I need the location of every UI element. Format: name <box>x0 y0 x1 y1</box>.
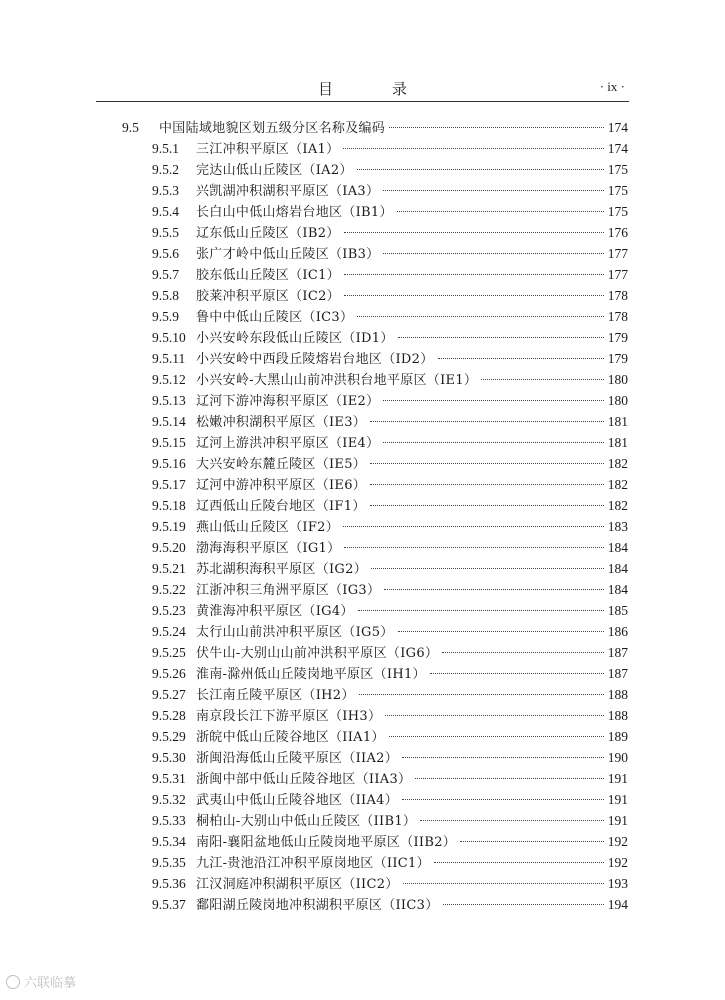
toc-entry-number: 9.5.28 <box>152 708 186 723</box>
dot-leader <box>415 778 603 779</box>
watermark-logo-icon <box>6 975 20 989</box>
toc-entry-page: 184 <box>607 561 628 576</box>
toc-entry-number: 9.5.9 <box>152 309 179 324</box>
toc-entry-number: 9.5.22 <box>152 582 186 597</box>
toc-entry-page: 194 <box>607 897 628 912</box>
toc-entry[interactable] <box>0 558 725 579</box>
dot-leader <box>384 589 603 590</box>
toc-entry-title: 辽河中游冲积平原区（IE6） <box>196 478 367 493</box>
dot-leader <box>397 211 604 212</box>
dot-leader <box>383 190 603 191</box>
dot-leader <box>370 505 604 506</box>
dot-leader <box>359 694 604 695</box>
toc-entry-title: 兴凯湖冲积湖积平原区（IA3） <box>196 184 380 199</box>
toc-entry[interactable] <box>0 201 725 222</box>
toc-entry-page: 179 <box>607 351 628 366</box>
toc-entry-page: 176 <box>607 225 628 240</box>
toc-entry[interactable] <box>0 852 725 873</box>
toc-entry-number: 9.5.31 <box>152 771 186 786</box>
toc-entry[interactable] <box>0 474 725 495</box>
toc-entry-number: 9.5.12 <box>152 372 186 387</box>
toc-entry-page: 175 <box>607 162 628 177</box>
toc-entry-title: 松嫩冲积湖积平原区（IE3） <box>196 415 367 430</box>
toc-entry-title: 小兴安岭东段低山丘陵区（ID1） <box>196 331 394 346</box>
toc-entry-title: 燕山低山丘陵区（IF2） <box>196 520 340 535</box>
toc-entry[interactable] <box>0 579 725 600</box>
toc-entry-number: 9.5.37 <box>152 897 186 912</box>
toc-entry-page: 179 <box>607 330 628 345</box>
dot-leader <box>370 421 604 422</box>
toc-entry-title: 胶莱冲积平原区（IC2） <box>196 289 340 304</box>
toc-entry[interactable] <box>0 180 725 201</box>
toc-entry-page: 189 <box>607 729 628 744</box>
toc-entry-number: 9.5.18 <box>152 498 186 513</box>
toc-entry-page: 192 <box>607 855 628 870</box>
toc-entry-title: 长白山中低山熔岩台地区（IB1） <box>196 205 393 220</box>
dot-leader <box>398 631 604 632</box>
toc-entry-page: 191 <box>607 771 628 786</box>
toc-entry-title: 辽河下游冲海积平原区（IE2） <box>196 394 380 409</box>
dot-leader <box>389 127 604 128</box>
toc-entry-page: 190 <box>607 750 628 765</box>
dot-leader <box>371 568 604 569</box>
toc-entry-page: 182 <box>607 456 628 471</box>
toc-entry[interactable] <box>0 810 725 831</box>
toc-entry-page: 174 <box>607 141 628 156</box>
toc-entry-page: 192 <box>607 834 628 849</box>
toc-entry-page: 174 <box>607 120 628 135</box>
toc-entry[interactable] <box>0 684 725 705</box>
toc-entry-page: 175 <box>607 204 628 219</box>
toc-entry[interactable] <box>0 117 725 138</box>
toc-entry-number: 9.5.14 <box>152 414 186 429</box>
toc-entry-number: 9.5.17 <box>152 477 186 492</box>
toc-entry[interactable] <box>0 768 725 789</box>
dot-leader <box>402 799 604 800</box>
dot-leader <box>403 883 604 884</box>
toc-entry-number: 9.5.16 <box>152 456 186 471</box>
toc-entry[interactable] <box>0 747 725 768</box>
toc-entry-number: 9.5.34 <box>152 834 186 849</box>
toc-entry-number: 9.5.30 <box>152 750 186 765</box>
toc-entry-title: 鲁中中低山丘陵区（IC3） <box>196 310 354 325</box>
toc-entry-number: 9.5.20 <box>152 540 186 555</box>
watermark <box>6 972 76 991</box>
toc-entry-title: 苏北湖积海积平原区（IG2） <box>196 562 367 577</box>
toc-entry-page: 191 <box>607 792 628 807</box>
toc-entry[interactable] <box>0 222 725 243</box>
toc-entry-number: 9.5.1 <box>152 141 179 156</box>
toc-entry-page: 181 <box>607 414 628 429</box>
dot-leader <box>383 400 603 401</box>
toc-entry[interactable] <box>0 831 725 852</box>
watermark-text: 六联临摹 <box>24 976 77 991</box>
dot-leader <box>443 904 604 905</box>
toc-entry-number: 9.5.6 <box>152 246 179 261</box>
toc-entry-number: 9.5.36 <box>152 876 186 891</box>
dot-leader <box>344 232 604 233</box>
toc-entry[interactable] <box>0 705 725 726</box>
toc-entry-number: 9.5.29 <box>152 729 186 744</box>
toc-entry-title: 三江冲积平原区（IA1） <box>196 142 340 157</box>
toc-entry[interactable] <box>0 327 725 348</box>
dot-leader <box>343 148 603 149</box>
toc-entry-page: 183 <box>607 519 628 534</box>
toc-entry[interactable] <box>0 432 725 453</box>
toc-entry-number: 9.5 <box>122 120 139 135</box>
toc-entry[interactable] <box>0 600 725 621</box>
toc-entry-number: 9.5.26 <box>152 666 186 681</box>
toc-entry-page: 182 <box>607 477 628 492</box>
toc-entry[interactable] <box>0 138 725 159</box>
toc-entry-page: 188 <box>607 708 628 723</box>
toc-entry-title: 辽东低山丘陵区（IB2） <box>196 226 340 241</box>
dot-leader <box>343 526 604 527</box>
toc-entry-page: 175 <box>607 183 628 198</box>
toc-entry[interactable] <box>0 306 725 327</box>
dot-leader <box>460 841 604 842</box>
toc-entry-number: 9.5.21 <box>152 561 186 576</box>
dot-leader <box>385 715 604 716</box>
dot-leader <box>442 652 604 653</box>
toc-entry-number: 9.5.10 <box>152 330 186 345</box>
dot-leader <box>438 358 604 359</box>
toc-entry-title: 南京段长江下游平原区（IH3） <box>196 709 382 724</box>
toc-entry[interactable] <box>0 390 725 411</box>
toc-entry[interactable] <box>0 873 725 894</box>
toc-entry-number: 9.5.32 <box>152 792 186 807</box>
toc-entry[interactable] <box>0 537 725 558</box>
toc-entry[interactable] <box>0 159 725 180</box>
toc-entry-title: 中国陆域地貌区划五级分区名称及编码 <box>159 121 386 136</box>
toc-entry[interactable] <box>0 495 725 516</box>
toc-entry[interactable] <box>0 369 725 390</box>
toc-entry-title: 浙闽中部中低山丘陵谷地区（IIA3） <box>196 772 412 787</box>
toc-entry-number: 9.5.8 <box>152 288 179 303</box>
toc-entry-number: 9.5.15 <box>152 435 186 450</box>
toc-entry-page: 181 <box>607 435 628 450</box>
toc-entry-number: 9.5.27 <box>152 687 186 702</box>
toc-entry-number: 9.5.25 <box>152 645 186 660</box>
dot-leader <box>430 673 604 674</box>
dot-leader <box>434 862 604 863</box>
toc-entry-page: 177 <box>607 246 628 261</box>
toc-entry-title: 桐柏山-大别山中低山丘陵区（IIB1） <box>196 814 417 829</box>
toc-entry[interactable] <box>0 348 725 369</box>
dot-leader <box>344 274 604 275</box>
toc-entry-title: 江浙冲积三角洲平原区（IG3） <box>196 583 381 598</box>
toc-entry-title: 伏牛山-大别山山前冲洪积平原区（IG6） <box>196 646 439 661</box>
toc-entry-title: 江汉洞庭冲积湖积平原区（IIC2） <box>196 877 399 892</box>
toc-entry-page: 177 <box>607 267 628 282</box>
toc-entry-title: 鄱阳湖丘陵岗地冲积湖积平原区（IIC3） <box>196 898 439 913</box>
toc-entry-number: 9.5.5 <box>152 225 179 240</box>
dot-leader <box>389 736 604 737</box>
toc-entry-page: 187 <box>607 645 628 660</box>
toc-entry-page: 186 <box>607 624 628 639</box>
toc-entry-page: 180 <box>607 372 628 387</box>
toc-entry-title: 完达山低山丘陵区（IA2） <box>196 163 353 178</box>
toc-entry-page: 188 <box>607 687 628 702</box>
dot-leader <box>402 757 604 758</box>
toc-entry[interactable] <box>0 642 725 663</box>
toc-entry[interactable] <box>0 243 725 264</box>
dot-leader <box>481 379 604 380</box>
toc-entry-title: 九江-贵池沿江冲积平原岗地区（IIC1） <box>196 856 430 871</box>
toc-entry[interactable] <box>0 264 725 285</box>
toc-entry-page: 184 <box>607 582 628 597</box>
toc-entry-number: 9.5.35 <box>152 855 186 870</box>
toc-entry[interactable] <box>0 789 725 810</box>
toc-entry-number: 9.5.33 <box>152 813 186 828</box>
toc-entry[interactable] <box>0 411 725 432</box>
toc-entry-page: 180 <box>607 393 628 408</box>
dot-leader <box>344 547 603 548</box>
toc-entry-title: 太行山山前洪冲积平原区（IG5） <box>196 625 394 640</box>
toc-entry-title: 小兴安岭中西段丘陵熔岩台地区（ID2） <box>196 352 434 367</box>
header-rule <box>96 101 629 102</box>
toc-entry-title: 浙闽沿海低山丘陵平原区（IIA2） <box>196 751 399 766</box>
toc-entry-title: 淮南-滁州低山丘陵岗地平原区（IH1） <box>196 667 426 682</box>
toc-entry-title: 浙皖中低山丘陵谷地区（IIA1） <box>196 730 385 745</box>
toc-entry-number: 9.5.3 <box>152 183 179 198</box>
page-number: · ix · <box>599 79 625 94</box>
dot-leader <box>370 463 604 464</box>
toc-entry-title: 胶东低山丘陵区（IC1） <box>196 268 340 283</box>
toc-entry-title: 长江南丘陵平原区（IH2） <box>196 688 355 703</box>
dot-leader <box>383 253 603 254</box>
toc-entry-title: 张广才岭中低山丘陵区（IB3） <box>196 247 380 262</box>
toc-entry-title: 大兴安岭东麓丘陵区（IE5） <box>196 457 367 472</box>
toc-entry-page: 178 <box>607 288 628 303</box>
toc-entry-page: 191 <box>607 813 628 828</box>
toc-entry-page: 187 <box>607 666 628 681</box>
toc-entry[interactable] <box>0 726 725 747</box>
toc-entry-number: 9.5.24 <box>152 624 186 639</box>
dot-leader <box>383 442 603 443</box>
toc-entry-title: 辽西低山丘陵台地区（IF1） <box>196 499 366 514</box>
toc-entry-number: 9.5.23 <box>152 603 186 618</box>
toc-entry[interactable] <box>0 516 725 537</box>
page-title: 目 录 <box>317 80 429 98</box>
running-head <box>96 78 629 100</box>
dot-leader <box>357 169 604 170</box>
toc-entry-number: 9.5.19 <box>152 519 186 534</box>
toc-entry-page: 184 <box>607 540 628 555</box>
toc-entry-number: 9.5.11 <box>152 351 186 366</box>
dot-leader <box>357 316 603 317</box>
toc-entry[interactable] <box>0 621 725 642</box>
toc-entry-number: 9.5.2 <box>152 162 179 177</box>
toc-entry[interactable] <box>0 285 725 306</box>
toc-entry[interactable] <box>0 663 725 684</box>
toc-entry-title: 渤海海积平原区（IG1） <box>196 541 341 556</box>
toc-entry-title: 南阳-襄阳盆地低山丘陵岗地平原区（IIB2） <box>196 835 457 850</box>
dot-leader <box>344 295 604 296</box>
toc-entry-number: 9.5.4 <box>152 204 179 219</box>
toc-entry-page: 193 <box>607 876 628 891</box>
dot-leader <box>358 610 604 611</box>
toc-entry-page: 182 <box>607 498 628 513</box>
toc-entry-page: 185 <box>607 603 628 618</box>
toc-entry[interactable] <box>0 453 725 474</box>
toc-entry-title: 辽河上游洪冲积平原区（IE4） <box>196 436 380 451</box>
toc-entry-page: 178 <box>607 309 628 324</box>
dot-leader <box>420 820 604 821</box>
toc-entry-number: 9.5.7 <box>152 267 179 282</box>
toc-entry-title: 武夷山中低山丘陵谷地区（IIA4） <box>196 793 399 808</box>
toc-entry-number: 9.5.13 <box>152 393 186 408</box>
toc-entry[interactable] <box>0 894 725 915</box>
toc-entry-title: 小兴安岭-大黑山山前冲洪积台地平原区（IE1） <box>196 373 478 388</box>
dot-leader <box>370 484 604 485</box>
toc-entry-title: 黄淮海冲积平原区（IG4） <box>196 604 354 619</box>
dot-leader <box>398 337 604 338</box>
